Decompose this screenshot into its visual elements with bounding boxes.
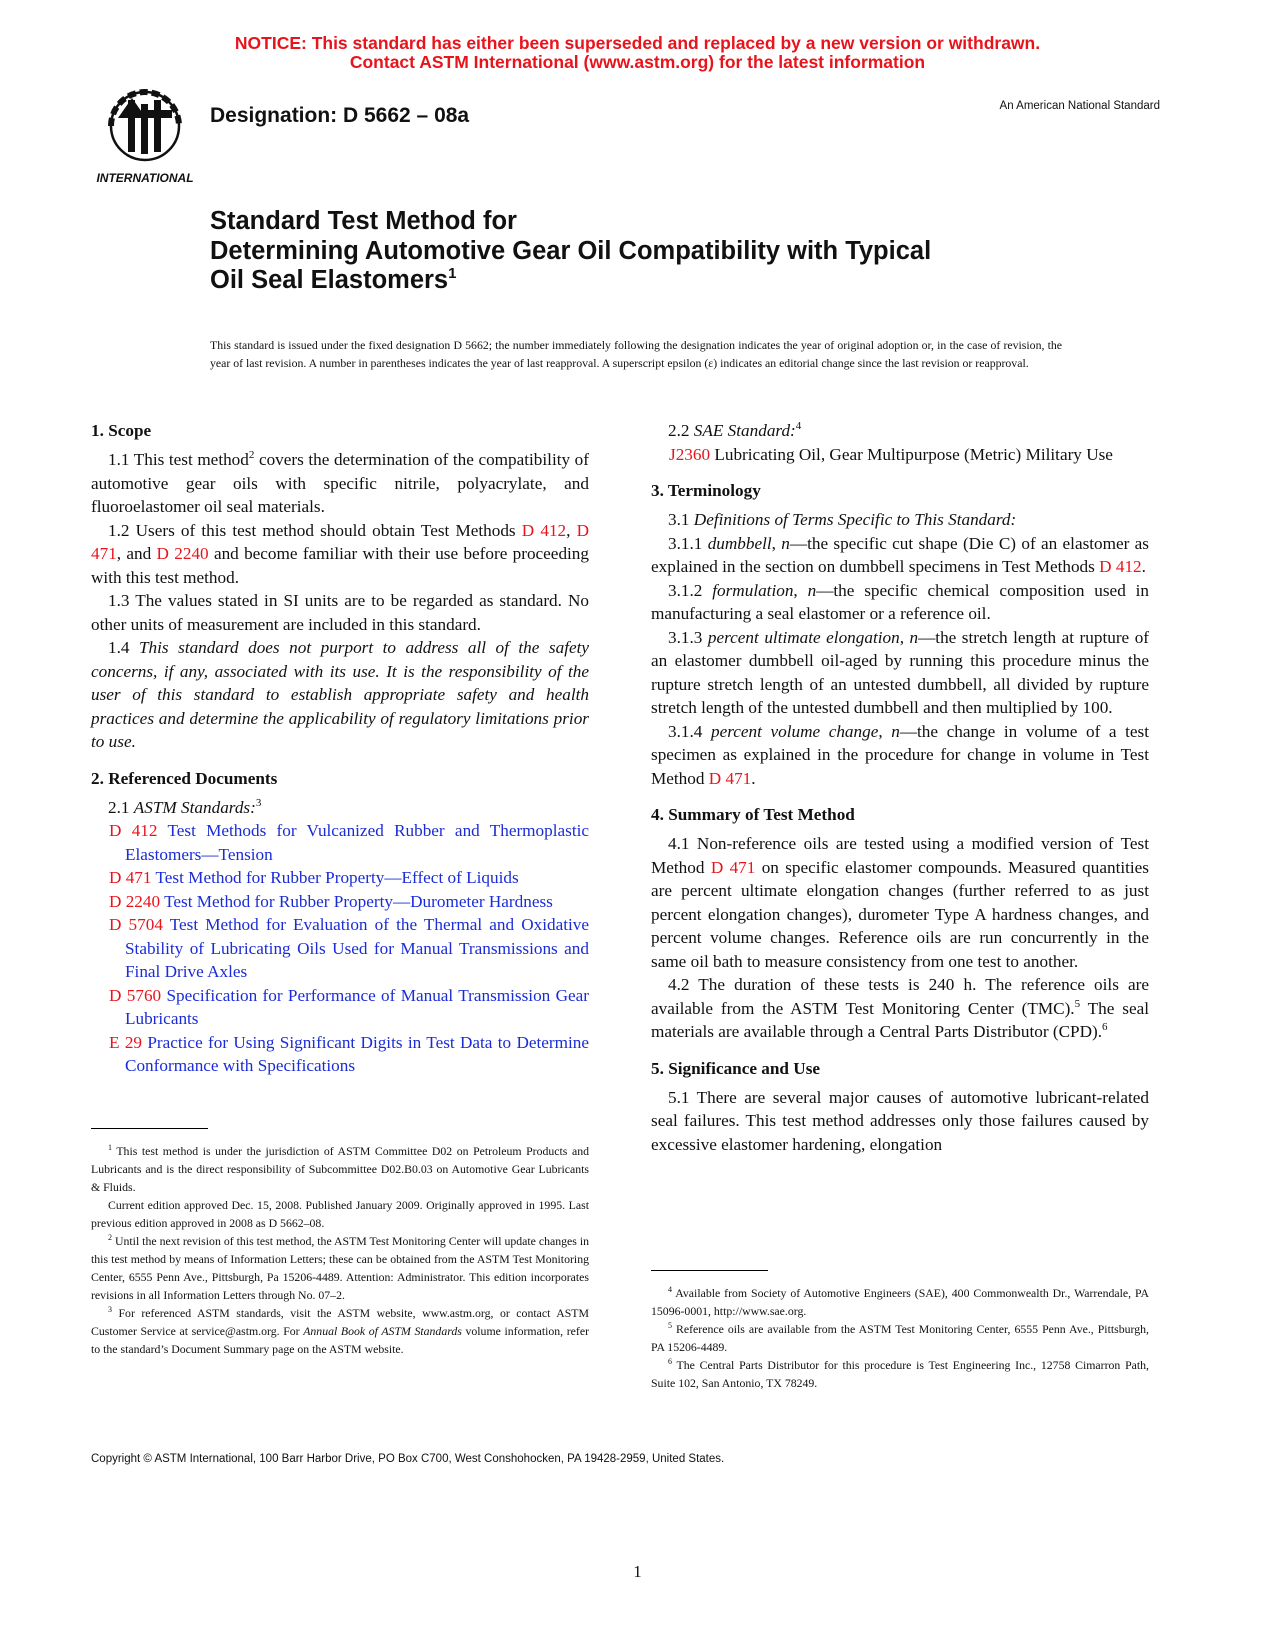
ref-link-d471-term[interactable]: D 471	[708, 768, 752, 788]
ref-item-d5704[interactable]: D 5704 Test Method for Evaluation of the Thermal and Oxidative Stability of Lubricating Oils Used for Manual Transmissions and Final Drive Axles	[109, 915, 589, 981]
para-1-3: 1.3 The values stated in SI units are to be regarded as standard. No other units of measurement are included in this standard.	[91, 591, 589, 634]
footnote-divider-left	[91, 1128, 208, 1129]
ref-item-d412[interactable]: D 412 Test Methods for Vulcanized Rubber and Thermoplastic Elastomers—Tension	[109, 821, 589, 864]
para-3-1: 3.1 Definitions of Terms Specific to This Standard:	[668, 510, 1017, 529]
title-footnote-mark[interactable]: 1	[448, 265, 457, 282]
preamble: This standard is issued under the fixed designation D 5662; the number immediately following the designation indicates the year of original adoption or, in the case of revision, the year of last revision. A number in parentheses indicates the year of last reapproval. A superscript epsilon (ε) indicates an editorial change since the last revision or reapproval.	[210, 338, 1062, 370]
footnote-ref-6[interactable]: 6	[1102, 1021, 1108, 1033]
copyright: Copyright © ASTM International, 100 Barr Harbor Drive, PO Box C700, West Conshohocken, PA 19428-2959, United States.	[91, 1453, 725, 1465]
page-number: 1	[633, 1562, 642, 1581]
footnote-ref-4[interactable]: 4	[795, 420, 802, 432]
footnote-ref-2[interactable]: 2	[248, 449, 255, 461]
footnote-divider-right	[651, 1270, 768, 1271]
astm-logo	[88, 88, 202, 188]
ref-link-d412-term[interactable]: D 412	[1099, 557, 1142, 576]
designation: Designation: D 5662 – 08a	[210, 104, 470, 127]
section-2-heading: 2. Referenced Documents	[91, 768, 278, 788]
ref-item-d5760[interactable]: D 5760 Specification for Performance of Manual Transmission Gear Lubricants	[109, 985, 589, 1028]
para-4-2: 4.2 The duration of these tests is 240 h. The reference oils are available from the ASTM Test Monitoring Center (TMC).$^5$ The seal materials are available through a Central Parts Distributor (CPD).$^6$	[651, 975, 1150, 1041]
footnote-4: $^4$ Available from Society of Automotive Engineers (SAE), 400 Commonwealth Dr., Warrendale, PA 15096-0001, http://www.sae.org.	[651, 1285, 1149, 1318]
notice-line-1: NOTICE: This standard has either been superseded and replaced by a new version or withdrawn.	[234, 33, 1041, 53]
national-standard-label: An American National Standard	[999, 100, 1160, 112]
footnote-2: $^2$ Until the next revision of this test method, the ASTM Test Monitoring Center will update changes in this test method by means of Information Letters; these can be obtained from the ASTM Test Monitoring Center, 6555 Penn Ave., Pittsburgh, Pa 15206-4489. Attention: Administrator. This edition incorporates revisions in all Information Letters through No. 07–2.	[91, 1233, 589, 1302]
section-3-heading: 3. Terminology	[651, 481, 761, 500]
ref-item-d471[interactable]: D 471 Test Method for Rubber Property—Effect of Liquids	[109, 868, 519, 887]
ref-item-j2360[interactable]: J2360 Lubricating Oil, Gear Multipurpose (Metric) Military Use	[669, 444, 1113, 464]
document-title	[210, 207, 1110, 296]
left-column	[91, 419, 589, 1078]
footnote-3: $^3$ For referenced ASTM standards, visit the ASTM website, www.astm.org, or contact ASTM Customer Service at service@astm.org. For Annual Book of ASTM Standards volume information, refer to the standard’s Document Summary page on the ASTM website.	[91, 1305, 589, 1356]
footnote-6: $^6$ The Central Parts Distributor for this procedure is Test Engineering Inc., 12758 Cimarron Path, Suite 102, San Antonio, TX 78249.	[651, 1357, 1149, 1390]
para-1-4: 1.4 This standard does not purport to address all of the safety concerns, if any, associated with its use. It is the responsibility of the user of this standard to establish appropriate safety and health practices and determine the applicability of regulatory limitations prior to use.	[91, 638, 590, 751]
right-column	[651, 419, 1149, 1156]
footnotes-right	[651, 1284, 1149, 1392]
ref-item-d2240[interactable]: D 2240 Test Method for Rubber Property—Durometer Hardness	[109, 891, 553, 911]
para-1-2: 1.2 Users of this test method should obtain Test Methods D 412, D 471, and D 2240 and become familiar with their use before proceeding with this test method.	[91, 520, 590, 587]
ref-link-d412[interactable]: D 412	[521, 520, 567, 540]
ref-item-e29[interactable]: E 29 Practice for Using Significant Digits in Test Data to Determine Conformance with Specifications	[109, 1032, 589, 1075]
footnote-5: $^5$ Reference oils are available from the ASTM Test Monitoring Center, 6555 Penn Ave., Pittsburgh, PA 15206-4489.	[651, 1321, 1149, 1354]
para-3-1-2: 3.1.2 formulation, n—the specific chemical composition used in manufacturing a seal elastomer or a reference oil.	[651, 580, 1150, 623]
footnote-ref-5[interactable]: 5	[1074, 997, 1081, 1010]
para-1-1: 1.1 This test method$^2$ covers the determination of the compatibility of automotive gear oils with specific nitrile, polyacrylate, and fluoroelastomer oil seal materials.	[91, 449, 589, 516]
title-line-2: Determining Automotive Gear Oil Compatibility with Typical	[210, 236, 932, 265]
footnotes-left	[91, 1142, 589, 1358]
section-4-heading: 4. Summary of Test Method	[651, 805, 855, 824]
title-line-3: Oil Seal Elastomers	[210, 266, 449, 294]
ref-link-d471-summary[interactable]: D 471	[710, 857, 756, 877]
footnote-1-cont: Current edition approved Dec. 15, 2008. Published January 2009. Originally approved in 1995. Last previous edition approved in 2008 as D 5662–08.	[91, 1198, 589, 1230]
para-2-1: 2.1 ASTM Standards:$^3$	[108, 796, 262, 817]
withdrawal-notice	[0, 34, 1275, 72]
title-line-1: Standard Test Method for	[210, 207, 517, 235]
astm-logo-icon	[88, 88, 202, 188]
footnote-1: $^1$ This test method is under the jurisdiction of ASTM Committee D02 on Petroleum Products and Lubricants and is the direct responsibility of Subcommittee D02.B0.03 on Automotive Gear Lubricants & Fluids.	[91, 1143, 589, 1194]
para-3-1-4: 3.1.4 percent volume change, n—the change in volume of a test specimen as explained in the procedure for change in volume in Test Method D 471.	[651, 721, 1150, 788]
ref-link-d471[interactable]: D 471	[91, 520, 590, 563]
notice-line-2: Contact ASTM International (www.astm.org) for the latest information	[349, 52, 926, 72]
section-1-heading: 1. Scope	[91, 421, 152, 440]
para-2-2: 2.2 SAE Standard:$^4$	[668, 420, 802, 440]
para-4-1: 4.1 Non-reference oils are tested using a modified version of Test Method D 471 on specific elastomer compounds. Measured quantities are percent ultimate elongation changes (further referred to as just percent elongation changes), durometer Type A hardness changes, and percent volume changes. Reference oils are run concurrently in the same oil bath to measure consistency from one test to another.	[651, 834, 1149, 971]
footnote-ref-3[interactable]: 3	[255, 796, 262, 809]
logo-text: INTERNATIONAL	[96, 171, 194, 185]
para-5-1: 5.1 There are several major causes of automotive lubricant-related seal failures. This test method addresses only those failures caused by excessive elastomer hardening, elongation	[651, 1087, 1149, 1154]
para-3-1-3: 3.1.3 percent ultimate elongation, n—the stretch length at rupture of an elastomer dumbbell oil-aged by running this procedure minus the rupture stretch length of an untested dumbbell, all divided by rupture stretch length of the untested dumbbell and then multiplied by 100.	[651, 627, 1150, 717]
ref-link-d2240[interactable]: D 2240	[156, 544, 209, 563]
section-5-heading: 5. Significance and Use	[651, 1058, 821, 1078]
para-3-1-1: 3.1.1 dumbbell, n—the specific cut shape (Die C) of an elastomer as explained in the section on dumbbell specimens in Test Methods D 412.	[651, 533, 1149, 576]
